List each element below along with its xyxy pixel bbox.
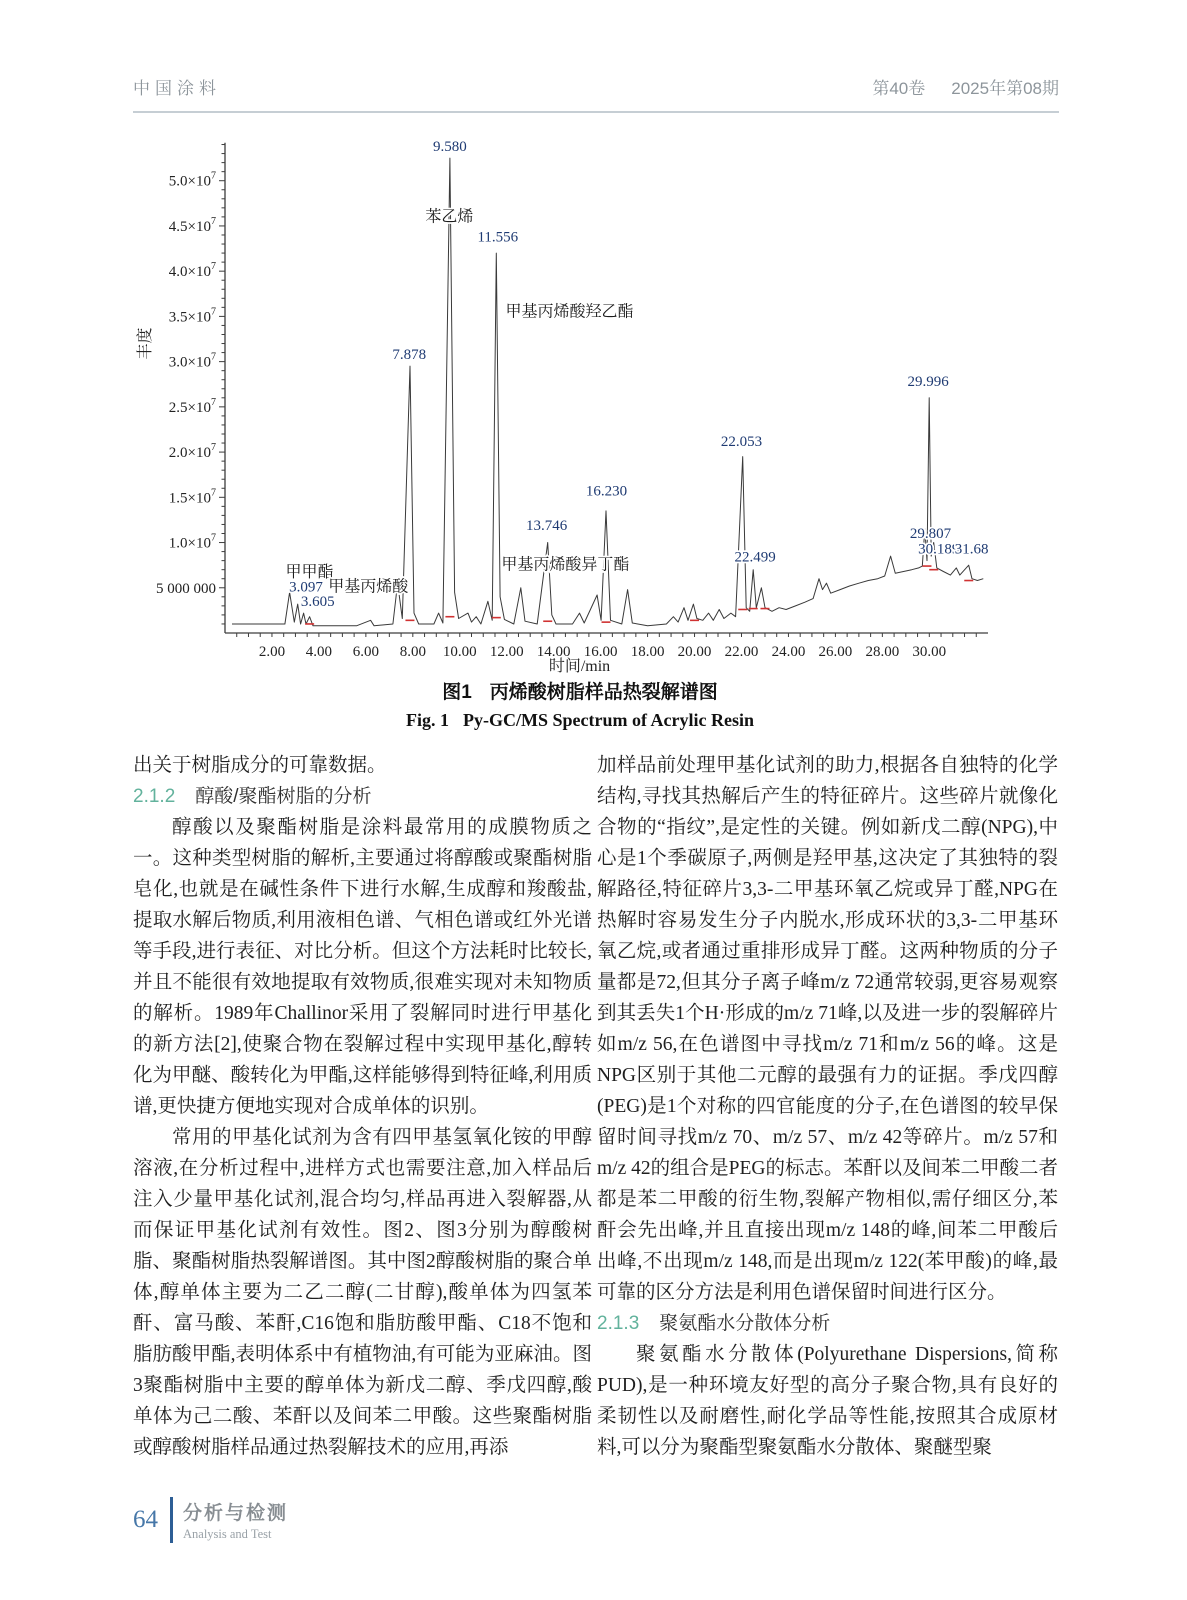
x-tick-label: 6.00 — [352, 644, 379, 660]
issue-info — [872, 74, 1059, 99]
figure-title-en: Py-GC/MS Spectrum of Acrylic Resin — [463, 710, 754, 730]
page-header — [133, 74, 1059, 113]
footer-section — [183, 1498, 288, 1542]
y-tick-label: $3.0\times 10^7$ — [168, 351, 216, 371]
x-tick-label: 26.00 — [818, 644, 853, 660]
paragraph: 常用的甲基化试剂为含有四甲基氢氧化铵的甲醇溶液,在分析过程中,进样方式也需要注意,加入样品后注入少量甲基化试剂,混合均匀,样品再进入裂解器,从而保证甲基化试剂有效性。图2、图3分别为醇酸树脂、聚酯树脂热裂解谱图。其中图2醇酸树脂的聚合单体,醇单体主要为二乙二醇(二甘醇),酸单体为四氢苯酐、富马酸、苯酐,C16饱和脂肪酸甲酯、C18不饱和脂肪酸甲酯,表明体系中有植物油,有可能为亚麻油。图3聚酯树脂中主要的醇单体为新戊二醇、季戊四醇,酸单体为己二酸、苯酐以及间苯二甲酸。这些聚酯树脂或醇酸树脂样品通过热裂解技术的应用,再添 — [133, 1127, 592, 1458]
page-footer — [133, 1497, 288, 1543]
x-tick-label: 18.00 — [630, 644, 665, 660]
x-tick-label: 28.00 — [865, 644, 900, 660]
y-tick-label: $4.0\times 10^7$ — [168, 261, 216, 281]
retention-time-label: 13.746 — [526, 517, 568, 534]
retention-time-label: 22.053 — [720, 433, 763, 450]
section-heading-2-1-3 — [597, 1308, 1058, 1339]
retention-time-label: 11.556 — [477, 229, 519, 246]
y-tick-label: $2.5\times 10^7$ — [168, 396, 216, 416]
section-heading-2-1-2 — [133, 781, 592, 812]
x-tick-label: 22.00 — [724, 644, 759, 660]
right-column — [597, 750, 1058, 1463]
chromatogram-chart — [120, 125, 1040, 677]
footer-section-cn: 分析与检测 — [183, 1503, 289, 1524]
retention-time-label: 3.605 — [300, 593, 335, 610]
retention-time-label: 29.996 — [907, 374, 949, 391]
figure-1 — [120, 125, 1040, 731]
figure-caption-cn — [120, 677, 1040, 704]
section-title: 醇酸/聚酯树脂的分析 — [195, 786, 372, 807]
x-tick-label: 24.00 — [771, 644, 806, 660]
x-tick-label: 10.00 — [442, 644, 477, 660]
y-axis-title: 丰度 — [137, 327, 154, 360]
retention-time-label: 22.499 — [734, 549, 776, 566]
compound-label: 甲基丙烯酸羟乙酯 — [505, 303, 634, 321]
y-tick-label: $4.5\times 10^7$ — [168, 215, 216, 235]
y-tick-labels — [156, 171, 216, 597]
chromatogram-trace — [232, 158, 983, 626]
paragraph: 聚氨酯水分散体(Polyurethane Dispersions,简称PUD),是一种环境友好型的高分子聚合物,具有良好的柔韧性以及耐磨性,耐化学品等性能,按照其合成原材料,可以分为聚酯型聚氨酯水分散体、聚醚型聚 — [597, 1344, 1058, 1458]
page-number: 64 — [133, 1506, 158, 1533]
y-tick-label: 5 000 000 — [156, 580, 216, 597]
issue-label: 2025年第08期 — [951, 79, 1059, 98]
retention-time-label: 9.580 — [433, 138, 467, 155]
paragraph-continuation: 出关于树脂成分的可靠数据。 — [133, 755, 387, 776]
peak-annotations — [286, 139, 989, 610]
footer-divider — [170, 1497, 173, 1543]
retention-time-label: 29.807 — [909, 526, 952, 543]
x-tick-label: 2.00 — [258, 644, 286, 660]
x-tick-label: 16.00 — [583, 644, 618, 660]
x-axis-title: 时间/min — [548, 658, 611, 675]
section-title: 聚氨酯水分散体分析 — [659, 1313, 831, 1334]
y-tick-label: $2.0\times 10^7$ — [168, 442, 216, 462]
compound-label: 苯乙烯 — [425, 208, 474, 226]
compound-label: 甲基丙烯酸异丁酯 — [501, 556, 630, 574]
journal-name: 中国涂料 — [133, 79, 221, 98]
paragraph-continuation: 加样品前处理甲基化试剂的助力,根据各自独特的化学结构,寻找其热解后产生的特征碎片。这些碎片就像化合物的“指纹”,是定性的关键。例如新戊二醇(NPG),中心是1个季碳原子,两侧是羟甲基,这决定了其独特的裂解路径,特征碎片3,3-二甲基环氧乙烷或异丁醛,NPG在热解时容易发生分子内脱水,形成环状的3,3-二甲基环氧乙烷,或者通过重排形成异丁醛。这两种物质的分子量都是72,但其分子离子峰m/z 72通常较弱,更容易观察到其丢失1个H·形成的m/z 71峰,以及进一步的裂解碎片如m/z 56,在色谱图中寻找m/z 71和m/z 56的峰。这是NPG区别于其他二元醇的最强有力的证据。季戊四醇(PEG)是1个对称的四官能度的分子,在色谱图的较早保留时间寻找m/z 70、m/z 57、m/z 42等碎片。m/z 57和m/z 42的组合是PEG的标志。苯酐以及间苯二甲酸二者都是苯二甲酸的衍生物,裂解产物相似,需仔细区分,苯酐会先出峰,并且直接出现m/z 148的峰,间苯二甲酸后出峰,不出现m/z 148,而是出现m/z 122(苯甲酸)的峰,最可靠的区分方法是利用色谱保留时间进行区分。 — [597, 755, 1058, 1303]
figure-label-cn: 图1 — [442, 682, 472, 703]
section-number: 2.1.2 — [133, 786, 176, 807]
retention-time-label: 3.097 — [289, 579, 323, 596]
figure-caption — [120, 677, 1040, 731]
x-tick-label: 4.00 — [305, 644, 333, 660]
volume-label: 第40卷 — [872, 79, 926, 98]
y-tick-label: $1.0\times 10^7$ — [168, 532, 216, 552]
figure-label-en: Fig. 1 — [406, 710, 450, 730]
compound-label: 甲基丙烯酸 — [328, 578, 409, 596]
y-tick-label: $3.5\times 10^7$ — [168, 306, 216, 326]
retention-time-label: 30.189 — [918, 541, 960, 558]
section-number: 2.1.3 — [597, 1313, 640, 1334]
x-tick-label: 12.00 — [489, 644, 524, 660]
x-tick-label: 8.00 — [399, 644, 426, 660]
paragraph: 醇酸以及聚酯树脂是涂料最常用的成膜物质之一。这种类型树脂的解析,主要通过将醇酸或聚酯树脂皂化,也就是在碱性条件下进行水解,生成醇和羧酸盐,提取水解后物质,利用液相色谱、气相色谱或红外光谱等手段,进行表征、对比分析。但这个方法耗时比较长,并且不能很有效地提取有效物质,很难实现对未知物质的解析。1989年Challinor采用了裂解同时进行甲基化的新方法[2],使聚合物在裂解过程中实现甲基化,醇转化为甲醚、酸转化为甲酯,这样能够得到特征峰,利用质谱,更快捷方便地实现对合成单体的识别。 — [133, 817, 592, 1117]
retention-time-label: 16.230 — [585, 483, 628, 500]
retention-time-label: 31.68 — [954, 541, 989, 558]
figure-caption-en — [120, 710, 1040, 731]
x-tick-label: 20.00 — [677, 644, 712, 660]
retention-time-label: 7.878 — [392, 346, 427, 363]
x-tick-label: 14.00 — [536, 644, 571, 660]
figure-title-cn: 丙烯酸树脂样品热裂解谱图 — [489, 682, 718, 703]
left-column — [133, 750, 592, 1463]
footer-section-en: Analysis and Test — [183, 1527, 272, 1541]
compound-label: 甲甲酯 — [285, 563, 334, 581]
y-tick-label: $5.0\times 10^7$ — [168, 170, 216, 190]
x-tick-label: 30.00 — [912, 644, 947, 660]
y-tick-label: $1.5\times 10^7$ — [168, 487, 216, 507]
